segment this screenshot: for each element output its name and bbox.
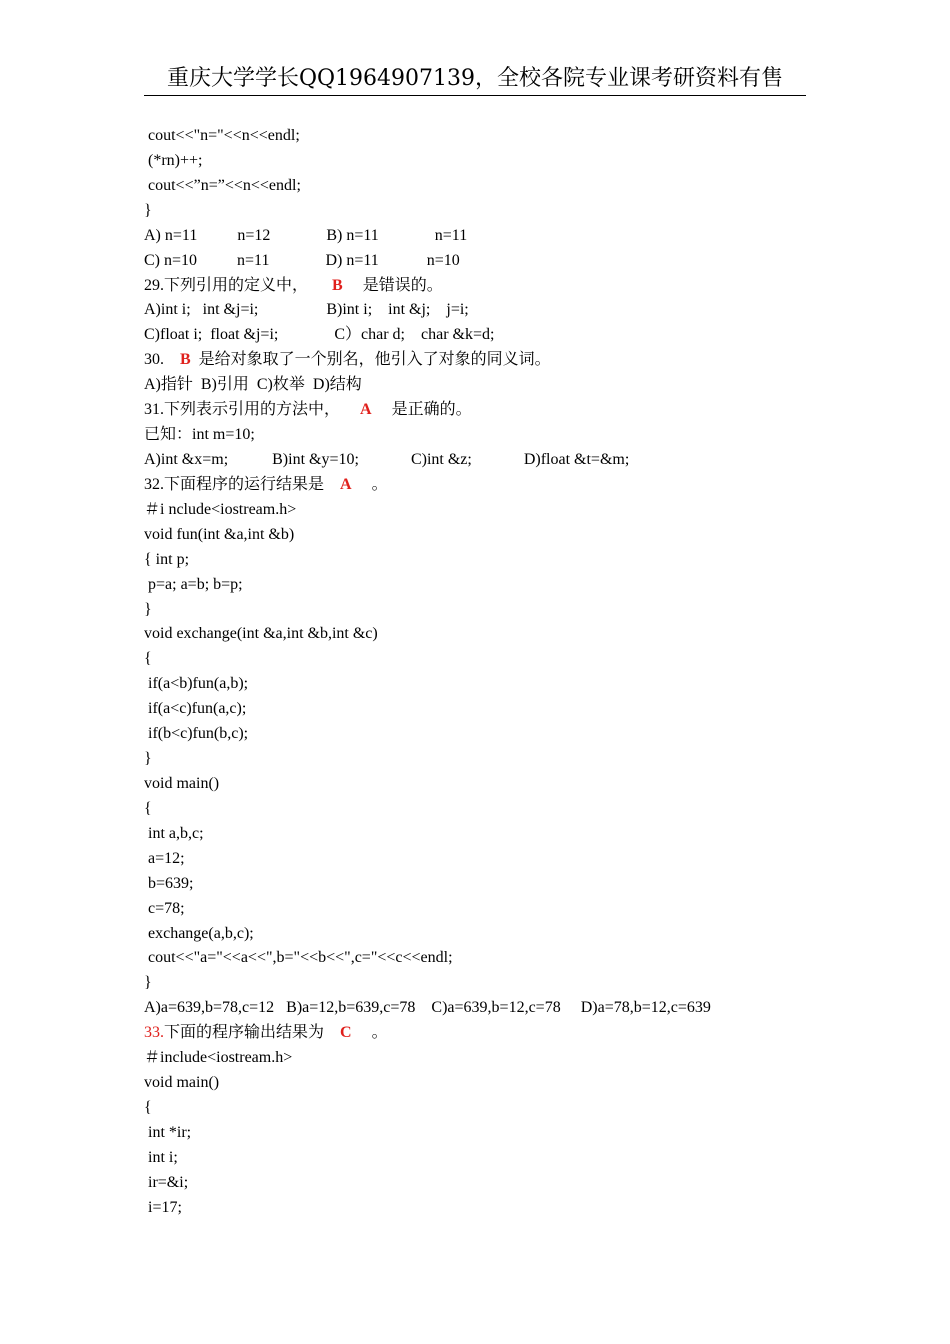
text-line [144,323,844,348]
line-text: } [144,201,152,219]
question-line [144,1021,844,1046]
line-text: } [144,750,152,768]
question-tail: 是错误的。 [362,276,443,294]
text-line [144,822,844,847]
text-line [144,1071,844,1096]
answer-letter: A [340,475,352,493]
spacer [191,351,199,368]
text-line [144,1121,844,1146]
line-text: cout<<”n=”<<n<<endl; [148,176,301,194]
answer-letter: B [332,276,343,294]
answer-letter: B [180,351,191,369]
text-line [144,747,844,772]
text-line [144,622,844,647]
text-line [144,847,844,872]
spacer [164,351,180,368]
line-text: C) n=10 n=11 D) n=11 n=10 [144,251,460,269]
text-line [144,498,844,523]
spacer [372,401,392,418]
question-line [144,398,844,423]
spacer [324,1024,340,1041]
spacer [308,277,332,294]
text-line [144,149,844,174]
text-line [144,971,844,996]
line-text: void exchange(int &a,int &b,int &c) [144,625,378,643]
line-text: a=12; [144,849,185,867]
line-text: p=a; a=b; b=p; [144,575,243,593]
line-text: i=17; [144,1198,182,1216]
line-text: A)指针 B)引用 C)枚举 D)结构 [144,376,362,394]
line-text: { [144,650,152,668]
line-text: b=639; [144,874,194,892]
text-line [144,697,844,722]
text-line [144,373,844,398]
line-text: void main() [144,774,220,792]
line-text: A) n=11 n=12 B) n=11 n=11 [144,226,468,244]
line-text: c=78; [144,899,185,917]
question-line [144,348,844,373]
text-line [144,1196,844,1221]
text-line [144,249,844,274]
line-text: A)a=639,b=78,c=12 B)a=12,b=639,c=78 C)a=639,b=12,c=78 D)a=78,b=12,c=639 [144,999,711,1017]
text-line [144,647,844,672]
line-text: int i; [144,1148,178,1166]
text-line [144,523,844,548]
header-rule [144,95,806,96]
text-line [144,672,844,697]
line-text: ＃include<iostream.h> [144,1049,293,1067]
text-line [144,448,844,473]
line-text: if(a<c)fun(a,c); [144,700,247,718]
line-text: void fun(int &a,int &b) [144,525,295,543]
text-line [144,224,844,249]
text-line [144,124,844,149]
question-line [144,473,844,498]
document-body [144,124,844,1221]
question-text: 32.下面程序的运行结果是 [144,475,325,493]
page-header: 重庆大学学长QQ1964907139，全校各院专业课考研资料有售 [166,66,784,91]
line-text: ir=&i; [144,1173,189,1191]
line-text: } [144,600,152,618]
line-text: (*rn)++; [148,151,203,169]
line-text: 已知：int m=10; [144,426,255,444]
text-line [144,872,844,897]
line-text: if(b<c)fun(b,c); [144,725,249,743]
text-line [144,1146,844,1171]
question-tail: 。 [371,475,388,493]
text-line [144,573,844,598]
spacer [340,401,360,418]
text-line [144,199,844,224]
line-text: { [144,1098,152,1116]
text-line [144,548,844,573]
line-text: ＃i nclude<iostream.h> [144,500,297,518]
question-line [144,274,844,299]
text-line [144,996,844,1021]
question-number: 33. [144,1024,164,1042]
text-line [144,423,844,448]
line-text: } [144,974,152,992]
spacer [352,1024,372,1041]
text-line [144,298,844,323]
line-text: int *ir; [144,1123,192,1141]
text-line [144,1096,844,1121]
line-text: cout<<"n="<<n<<endl; [148,127,300,144]
line-text: void main() [144,1074,220,1092]
line-text: { [144,799,152,817]
text-line [144,1046,844,1071]
question-text: 下面的程序输出结果为 [164,1024,325,1042]
line-text: C)float i; float &j=i; C）char d; char &k=d; [144,326,495,344]
line-text: cout<<"a="<<a<<",b="<<b<<",c="<<c<<endl; [144,949,453,967]
answer-letter: C [340,1024,352,1042]
text-line [144,772,844,797]
text-line [144,922,844,947]
question-tail: 是正确的。 [391,401,472,419]
text-line [144,797,844,822]
spacer [352,476,372,493]
text-line [144,174,844,199]
line-text: exchange(a,b,c); [144,924,254,942]
answer-letter: A [360,401,372,419]
question-tail: 。 [371,1024,388,1042]
text-line [144,722,844,747]
line-text: { int p; [144,550,190,568]
spacer [343,277,363,294]
question-text: 30. [144,351,164,369]
question-text: 29.下列引用的定义中， [144,276,309,294]
text-line [144,598,844,623]
text-line [144,946,844,971]
line-text: int a,b,c; [144,824,204,842]
text-line [144,1171,844,1196]
line-text: A)int &x=m; B)int &y=10; C)int &z; D)float &t=&m; [144,450,630,468]
line-text: A)int i; int &j=i; B)int i; int &j; j=i; [144,301,469,319]
spacer [324,476,340,493]
line-text: if(a<b)fun(a,b); [144,675,249,693]
question-text: 31.下列表示引用的方法中， [144,401,341,419]
text-line [144,897,844,922]
question-tail: 是给对象取了一个别名，他引入了对象的同义词。 [198,351,551,369]
